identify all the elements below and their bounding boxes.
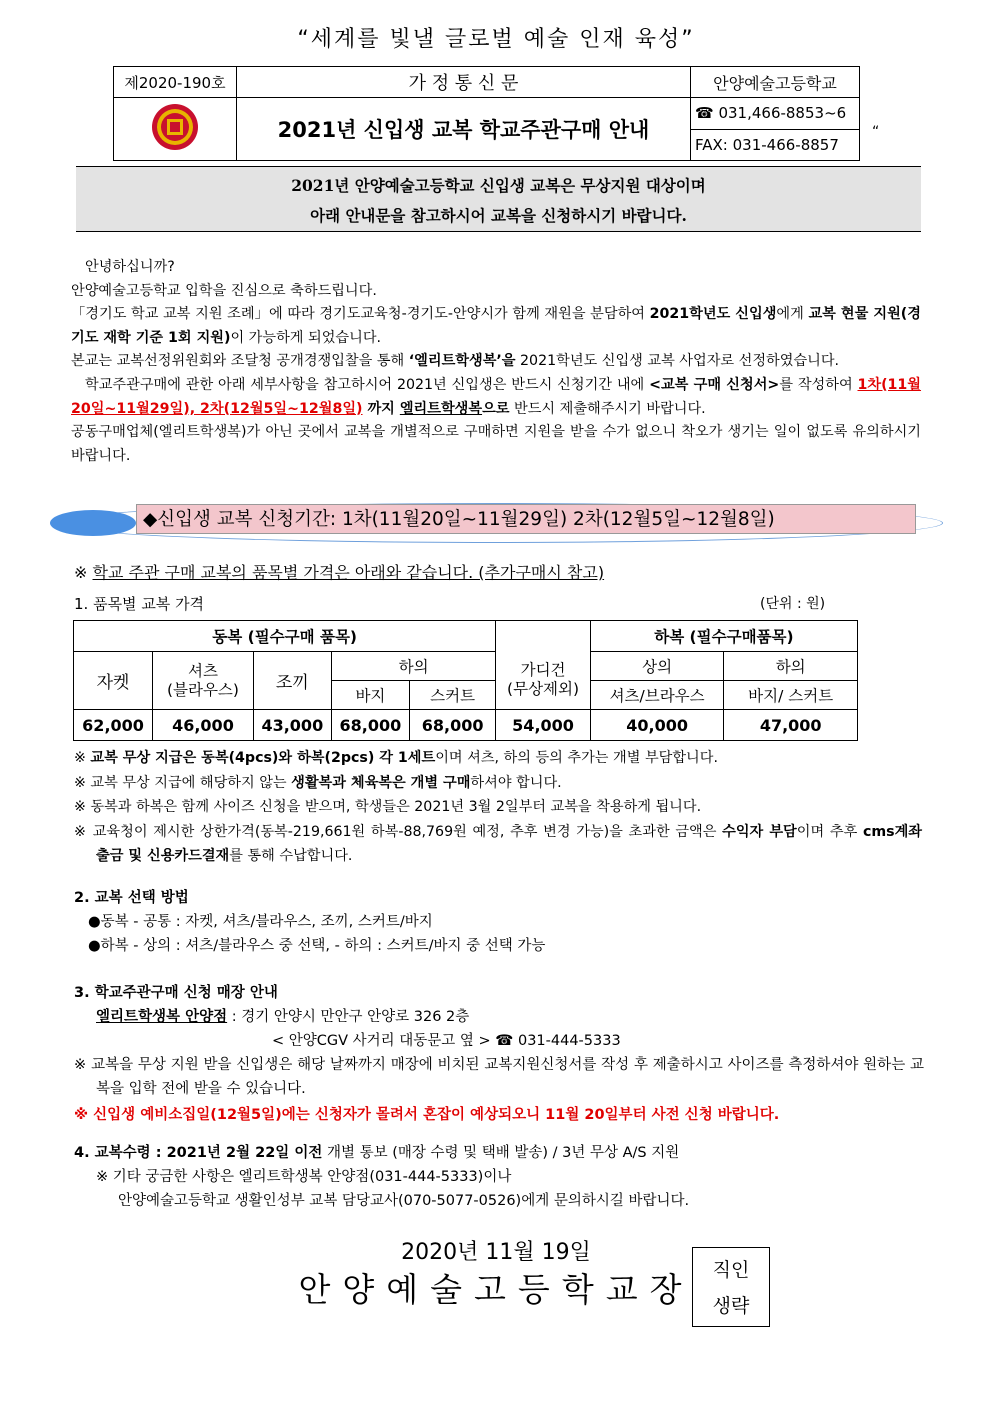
fax-number: FAX: 031-466-8857 <box>691 129 860 161</box>
congrats: 안양예술고등학교 입학을 진심으로 축하드립니다. <box>71 282 377 299</box>
price-cardigan: 54,000 <box>496 710 591 741</box>
school-logo-cell <box>114 98 237 161</box>
note-2-bold: 생활복과 체육복은 개별 구매 <box>291 774 471 791</box>
section-3 <box>74 981 924 1127</box>
p1-bold-support: 교복 현물 지원(경기도 재학 기준 1회 지원) <box>71 306 921 346</box>
note-3: ※ 동복과 하복은 함께 사이즈 신청을 받으며, 학생들은 2021년 3월 2일부터 교복을 착용하게 됩니다. <box>74 799 702 815</box>
note-1-text: 이며 셔츠, 하의 등의 추가는 개별 부담합니다. <box>435 750 718 766</box>
note-4-text-3: 를 통해 수납합니다. <box>229 848 353 864</box>
p3-text-2: 를 작성하여 <box>779 376 858 393</box>
contact-line-2: 안양예술고등학교 생활인성부 교복 담당교사(070-5077-0526)에게 문의하시길 바랍니다. <box>118 1193 690 1209</box>
price-vest: 43,000 <box>253 710 331 741</box>
application-period-box: ◆신입생 교복 신청기간: 1차(11월20일~11월29일) 2차(12월5일~12월8일) <box>136 504 916 534</box>
p2-bold-vendor: ‘엘리트학생복’을 <box>408 353 516 370</box>
seal-line-2: 생략 <box>712 1295 750 1317</box>
note-4-bold: 수익자 부담 <box>722 823 797 840</box>
blank-header-cell <box>496 621 591 652</box>
uniform-notes <box>74 746 922 869</box>
section-3-note-2: ※ 신입생 예비소집일(12월5일)에는 신청자가 몰려서 혼잡이 예상되오니 11월 20일부터 사전 신청 바랍니다. <box>74 1107 780 1123</box>
note-4-text: ※ 교육청이 제시한 상한가격(동복-219,661원 하복-88,769원 예정, 추후 변경 가능)을 초과한 금액은 <box>74 823 723 840</box>
vest-header: 조끼 <box>253 652 331 710</box>
price-table <box>73 620 858 741</box>
store-address: : 경기 안양시 만안구 안양로 326 2층 <box>227 1009 470 1025</box>
newsletter-label: 가 정 통 신 문 <box>237 67 691 98</box>
p3-bold-vendor: 엘리트학생복 <box>399 400 483 417</box>
section-2-winter: ●동복 - 공통 : 자켓, 셔츠/블라우스, 조끼, 스커트/바지 <box>88 914 433 930</box>
note-2 <box>74 771 922 796</box>
cardigan-excluded-label: (무상제외) <box>507 680 580 699</box>
skirt-header: 스커트 <box>409 681 495 710</box>
shirt-header <box>153 652 254 710</box>
p3-red-period: 1차(11월20일~11월29일), 2차(12월5일~12월8일) <box>71 376 922 417</box>
p3-text-3: 반드시 제출해주시기 바랍니다. <box>509 400 706 417</box>
header-table <box>113 66 860 161</box>
intro-paragraph-2 <box>71 350 921 374</box>
price-pants: 68,000 <box>331 710 409 741</box>
school-motto: “세계를 빛낼 글로벌 예술 인재 육성” <box>297 27 695 52</box>
jacket-header: 자켓 <box>74 652 153 710</box>
seal-line-1: 직인 <box>712 1259 750 1281</box>
price-note-text: 학교 주관 구매 교복의 품목별 가격은 아래와 같습니다. (추가구매시 참고) <box>92 563 605 582</box>
shirt-label: 셔츠 <box>187 661 218 680</box>
note-1 <box>74 746 922 771</box>
phone-number: ☎ 031,466-8853~6 <box>691 98 860 130</box>
school-name: 안양예술고등학교 <box>691 67 860 98</box>
bottom-header: 하의 <box>331 652 495 681</box>
store-line <box>74 1005 924 1029</box>
banner-line-1: 2021년 안양예술고등학교 신입생 교복은 무상지원 대상이며 <box>291 176 706 195</box>
pants-header: 바지 <box>331 681 409 710</box>
summer-bottom-header: 하의 <box>724 652 858 681</box>
summer-pants-skirt-header: 바지/ 스커트 <box>724 681 858 710</box>
p3-text: 학교주관구매에 관한 아래 세부사항을 참고하시어 2021년 신입생은 반드시 신청기간 내에 <box>85 376 650 393</box>
cardigan-header <box>496 652 591 710</box>
p3-bold-form: <교복 구매 신청서> <box>649 376 780 393</box>
p1-text-3: 이 가능하게 되었습니다. <box>230 329 382 346</box>
intro-body <box>71 256 921 468</box>
stray-mark: “ <box>872 124 880 140</box>
blouse-label: (블라우스) <box>166 680 239 699</box>
summer-uniform-header: 하복 (필수구매품목) <box>590 621 857 652</box>
intro-paragraph-1 <box>71 303 921 350</box>
p1-bold-year: 2021학년도 신입생 <box>649 306 777 323</box>
price-unit: (단위 : 원) <box>760 596 826 612</box>
price-jacket: 62,000 <box>74 710 153 741</box>
greeting: 안녕하십니까? <box>85 259 175 275</box>
price-note-heading <box>74 560 604 583</box>
document-title: 2021년 신입생 교복 학교주관구매 안내 <box>237 98 691 161</box>
price-shirt: 46,000 <box>153 710 254 741</box>
price-summer-bottom: 47,000 <box>724 710 858 741</box>
section-2 <box>74 886 924 958</box>
section-2-title: 2. 교복 선택 방법 <box>74 890 189 906</box>
intro-paragraph-4: 공동구매업체(엘리트학생복)가 아닌 곳에서 교복을 개별적으로 구매하면 지원을 받을 수가 없으니 착오가 생기는 일이 없도록 유의하시기 바랍니다. <box>71 424 921 464</box>
price-skirt: 68,000 <box>409 710 495 741</box>
issue-number: 제2020-190호 <box>114 67 237 98</box>
note-4-text-2: 이며 추후 <box>796 823 863 840</box>
intro-paragraph-3 <box>71 374 921 421</box>
price-summer-shirt: 40,000 <box>590 710 724 741</box>
section-4-title <box>74 1141 924 1165</box>
note-2-text: ※ 교복 무상 지급에 해당하지 않는 <box>74 774 292 791</box>
period-ellipse-dot <box>50 510 136 536</box>
note-2-text-2: 하셔야 합니다. <box>470 774 562 791</box>
banner-line-2: 아래 안내문을 참고하시어 교복을 신청하시기 바랍니다. <box>310 206 687 225</box>
principal-signature: 안양예술고등학교장 <box>298 1270 694 1309</box>
section-4-title-text: 개별 통보 (매장 수령 및 택배 발송) / 3년 무상 A/S 지원 <box>322 1145 680 1161</box>
official-seal-box <box>692 1247 770 1327</box>
p2-text: 본교는 교복선정위원회와 조달청 공개경쟁입찰을 통해 <box>71 353 409 370</box>
p1-text-2: 에게 <box>776 306 809 323</box>
summary-banner <box>76 166 921 232</box>
school-logo-icon <box>150 102 200 152</box>
store-name: 엘리트학생복 안양점 <box>96 1009 228 1025</box>
p1-text: 「경기도 학교 교복 지원 조례」에 따라 경기도교육청-경기도-안양시가 함께 재원을 분담하여 <box>71 306 650 323</box>
summer-top-header: 상의 <box>590 652 724 681</box>
winter-uniform-header: 동복 (필수구매 품목) <box>74 621 496 652</box>
contact-line-1: ※ 기타 궁금한 사항은 엘리트학생복 안양점(031-444-5333)이나 <box>96 1169 512 1185</box>
section-1-title: 1. 품목별 교복 가격 <box>74 595 205 613</box>
note-mark: ※ <box>74 563 93 582</box>
section-3-title: 3. 학교주관구매 신청 매장 안내 <box>74 985 278 1001</box>
note-1-mark: ※ <box>74 750 91 766</box>
issue-date: 2020년 11월 19일 <box>401 1240 591 1265</box>
note-4-bold-2: cms계좌 출금 및 신용카드결재 <box>96 823 923 864</box>
p2-text-2: 2021학년도 신입생 교복 사업자로 선정하였습니다. <box>515 353 840 370</box>
cardigan-label: 가디건 <box>520 661 566 680</box>
section-4-title-bold: 4. 교복수령 : 2021년 2월 22일 이전 <box>74 1145 323 1161</box>
p3-bold-to: 으로 <box>482 400 510 417</box>
note-4 <box>74 820 922 869</box>
summer-shirt-header: 셔츠/브라우스 <box>590 681 724 710</box>
p3-bold-until: 까지 <box>362 400 400 417</box>
note-1-bold: 교복 무상 지급은 동복(4pcs)와 하복(2pcs) 각 1세트 <box>90 750 436 766</box>
store-landmark: < 안양CGV 사거리 대동문고 옆 > ☎ 031-444-5333 <box>272 1033 621 1049</box>
section-2-summer: ●하복 - 상의 : 셔츠/블라우스 중 선택, - 하의 : 스커트/바지 중 선택 가능 <box>88 938 546 954</box>
section-3-note-1: ※ 교복을 무상 지원 받을 신입생은 해당 날짜까지 매장에 비치된 교복지원신청서를 작성 후 제출하시고 사이즈를 측정하셔야 원하는 교복을 입학 전에 받을 수 있습니다. <box>74 1057 924 1097</box>
section-4 <box>74 1141 924 1213</box>
